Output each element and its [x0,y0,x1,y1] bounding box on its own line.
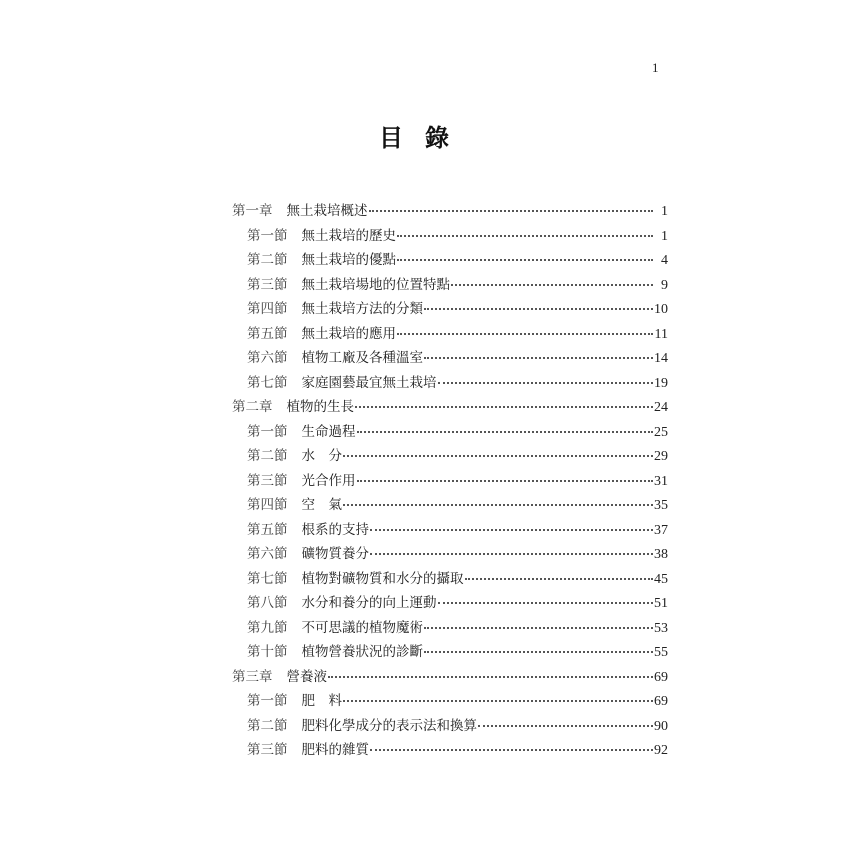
entry-page-number: 11 [654,326,668,342]
dot-leader [328,674,653,678]
entry-title: 營養液 [286,668,327,685]
entry-title: 礦物質養分 [301,546,369,562]
dot-leader [355,404,653,408]
entry-page-number: 10 [654,302,668,317]
entry-title: 生命過程 [301,423,356,440]
toc-section-entry [232,493,668,518]
dot-leader [424,625,653,629]
entry-title: 植物的生長 [286,399,354,415]
entry-page-number: 55 [654,645,668,660]
toc-section-entry [232,542,668,567]
dot-leader [438,380,654,384]
dot-leader [465,576,654,580]
chapter-number: 第一章 [232,203,273,219]
section-number: 第六節 [247,546,288,562]
page-number: 1 [652,60,659,75]
dot-leader [424,355,653,359]
section-number: 第一節 [247,693,288,709]
section-number: 第四節 [247,497,288,513]
toc-section-entry [232,444,668,469]
entry-page-number: 45 [654,571,668,587]
entry-page-number: 4 [661,253,668,268]
toc-section-entry [232,420,668,445]
section-number: 第八節 [247,595,288,611]
entry-title: 水 分 [301,448,342,464]
dot-leader [370,551,653,555]
dot-leader [357,478,654,482]
toc-section-entry [232,640,668,665]
entry-page-number: 92 [654,743,668,758]
section-number: 第十節 [247,644,288,660]
toc-section-entry [232,273,668,298]
entry-title: 無土栽培的歷史 [301,227,396,244]
entry-page-number: 25 [654,424,668,440]
toc-section-entry [232,469,668,494]
entry-title: 植物營養狀況的診斷 [301,644,423,660]
toc-section-entry [232,714,668,739]
entry-title: 不可思議的植物魔術 [301,619,423,636]
section-number: 第二節 [247,252,288,268]
section-number: 第七節 [247,374,288,391]
table-of-contents [232,199,668,763]
dot-leader [343,502,653,506]
page-title: 目錄 [379,124,471,152]
dot-leader [369,208,654,212]
entry-page-number: 24 [654,400,668,415]
entry-page-number: 9 [661,277,668,293]
toc-section-entry [232,616,668,641]
entry-page-number: 35 [654,498,668,513]
entry-page-number: 53 [654,620,668,636]
section-number: 第九節 [247,619,288,636]
entry-title: 無土栽培場地的位置特點 [301,276,450,293]
entry-page-number: 14 [654,351,668,366]
dot-leader [343,698,653,702]
entry-page-number: 51 [654,596,668,611]
toc-section-entry [232,567,668,592]
entry-title: 無土栽培概述 [286,203,368,219]
toc-section-entry [232,371,668,396]
entry-title: 家庭園藝最宜無土栽培 [301,374,437,391]
entry-title: 水分和養分的向上運動 [301,595,437,611]
entry-title: 肥料化學成分的表示法和換算 [301,717,477,734]
dot-leader [370,747,653,751]
dot-leader [397,233,653,237]
entry-title: 植物工廠及各種溫室 [301,350,423,366]
section-number: 第二節 [247,448,288,464]
entry-page-number: 69 [654,669,668,685]
toc-section-entry [232,346,668,371]
dot-leader [424,649,653,653]
entry-page-number: 90 [654,718,668,734]
entry-title: 肥 料 [301,693,342,709]
section-number: 第三節 [247,472,288,489]
toc-section-entry [232,518,668,543]
entry-page-number: 37 [654,522,668,538]
dot-leader [397,331,653,335]
entry-page-number: 1 [661,204,668,219]
section-number: 第五節 [247,325,288,342]
entry-title: 光合作用 [301,472,356,489]
toc-section-entry [232,591,668,616]
toc-section-entry [232,224,668,249]
toc-section-entry [232,738,668,763]
entry-page-number: 31 [654,473,668,489]
entry-title: 無土栽培方法的分類 [301,301,423,317]
section-number: 第四節 [247,301,288,317]
dot-leader [357,429,654,433]
entry-title: 植物對礦物質和水分的攝取 [301,570,464,587]
dot-leader [424,306,653,310]
toc-section-entry [232,297,668,322]
chapter-number: 第二章 [232,399,273,415]
toc-chapter-entry [232,395,668,420]
section-number: 第六節 [247,350,288,366]
entry-title: 根系的支持 [301,521,369,538]
toc-chapter-entry [232,665,668,690]
section-number: 第二節 [247,717,288,734]
section-number: 第三節 [247,276,288,293]
entry-page-number: 29 [654,449,668,464]
entry-title: 肥料的雜質 [301,742,369,758]
dot-leader [451,282,653,286]
section-number: 第七節 [247,570,288,587]
entry-title: 空 氣 [301,497,342,513]
dot-leader [478,723,653,727]
dot-leader [343,453,653,457]
chapter-number: 第三章 [232,668,273,685]
toc-chapter-entry [232,199,668,224]
section-number: 第五節 [247,521,288,538]
entry-title: 無土栽培的優點 [301,252,396,268]
dot-leader [397,257,653,261]
entry-title: 無土栽培的應用 [301,325,396,342]
entry-page-number: 19 [654,375,668,391]
toc-section-entry [232,322,668,347]
toc-section-entry [232,248,668,273]
section-number: 第一節 [247,423,288,440]
dot-leader [370,527,653,531]
entry-page-number: 1 [661,228,668,244]
entry-page-number: 69 [654,694,668,709]
section-number: 第一節 [247,227,288,244]
dot-leader [438,600,654,604]
entry-page-number: 38 [654,547,668,562]
section-number: 第三節 [247,742,288,758]
toc-section-entry [232,689,668,714]
